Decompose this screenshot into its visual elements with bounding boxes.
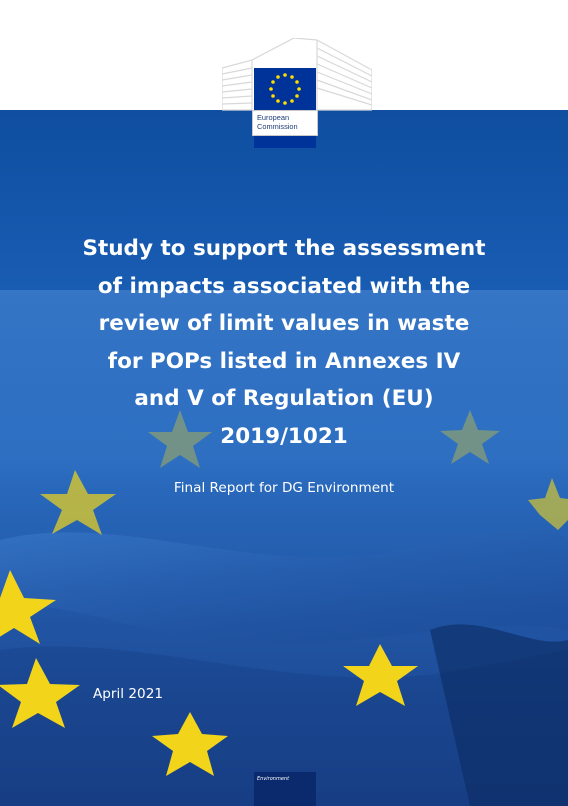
title-line: 2019/1021: [220, 423, 348, 449]
report-title: [40, 230, 528, 455]
title-line: and V of Regulation (EU): [134, 386, 434, 411]
title-line: review of limit values in waste: [98, 311, 470, 336]
logo-line-2: Commission: [257, 122, 298, 131]
title-line: Study to support the assessment: [82, 236, 486, 261]
title-line: for POPs listed in Annexes IV: [107, 348, 461, 374]
logo-line-1: European: [257, 113, 290, 122]
eu-flag-illustration: [0, 110, 568, 806]
eu-flag-logo: [254, 68, 316, 148]
title-line: of impacts associated with the: [97, 273, 471, 299]
dg-environment-tag: Environment: [254, 772, 316, 806]
cover-background: [0, 110, 568, 806]
report-date: April 2021: [93, 686, 163, 702]
ec-logo-label: [252, 110, 318, 136]
report-subtitle: Final Report for DG Environment: [173, 480, 395, 496]
